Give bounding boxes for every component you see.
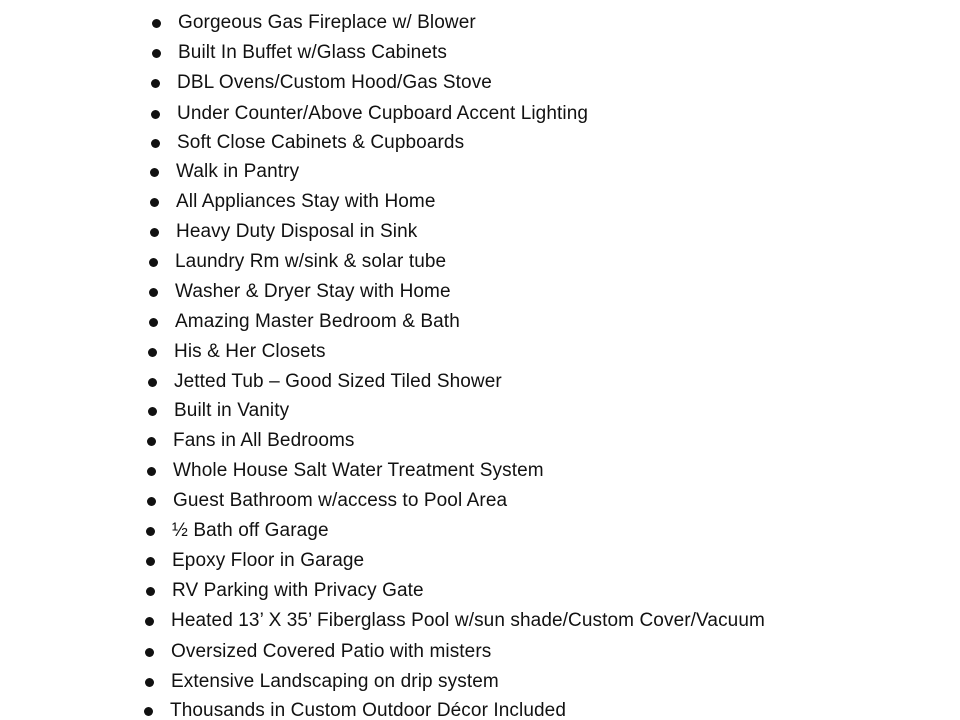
feature-text: Amazing Master Bedroom & Bath [175, 311, 460, 332]
feature-text: Laundry Rm w/sink & solar tube [175, 251, 447, 272]
feature-text: Walk in Pantry [176, 161, 300, 182]
feature-text: All Appliances Stay with Home [176, 191, 436, 212]
feature-text: His & Her Closets [174, 341, 326, 362]
bullet-icon [146, 527, 155, 536]
feature-text: Epoxy Floor in Garage [172, 550, 365, 571]
feature-text: Gorgeous Gas Fireplace w/ Blower [178, 12, 476, 33]
feature-text: Guest Bathroom w/access to Pool Area [173, 490, 508, 511]
bullet-icon [149, 318, 158, 327]
bullet-icon [145, 617, 154, 626]
feature-text: Whole House Salt Water Treatment System [173, 460, 544, 481]
bullet-icon [150, 168, 159, 177]
bullet-icon [146, 557, 155, 566]
bullet-icon [151, 139, 160, 148]
feature-text: Fans in All Bedrooms [173, 430, 355, 451]
feature-text: Jetted Tub – Good Sized Tiled Shower [174, 371, 502, 392]
feature-text: Washer & Dryer Stay with Home [175, 281, 451, 302]
feature-text: Heavy Duty Disposal in Sink [176, 221, 418, 242]
feature-text: Under Counter/Above Cupboard Accent Lighting [177, 103, 589, 124]
bullet-icon [148, 407, 157, 416]
feature-text: Heated 13’ X 35’ Fiberglass Pool w/sun shade/Custom Cover/Vacuum [171, 610, 765, 631]
bullet-icon [147, 467, 156, 476]
bullet-icon [151, 110, 160, 119]
bullet-icon [146, 587, 155, 596]
feature-text: Extensive Landscaping on drip system [171, 671, 499, 692]
bullet-icon [149, 258, 158, 267]
feature-text: ½ Bath off Garage [172, 520, 329, 541]
bullet-icon [152, 49, 161, 58]
bullet-icon [147, 437, 156, 446]
bullet-icon [148, 348, 157, 357]
feature-text: Oversized Covered Patio with misters [171, 641, 492, 662]
bullet-icon [149, 288, 158, 297]
bullet-icon [150, 198, 159, 207]
bullet-icon [144, 707, 153, 716]
bullet-icon [147, 497, 156, 506]
bullet-icon [148, 378, 157, 387]
feature-text: Soft Close Cabinets & Cupboards [177, 132, 465, 153]
feature-text: DBL Ovens/Custom Hood/Gas Stove [177, 72, 492, 93]
feature-text: Built In Buffet w/Glass Cabinets [178, 42, 447, 63]
bullet-icon [152, 19, 161, 28]
bullet-icon [145, 678, 154, 687]
bullet-icon [151, 79, 160, 88]
bullet-icon [150, 228, 159, 237]
feature-text: Thousands in Custom Outdoor Décor Included [170, 700, 567, 720]
bullet-icon [145, 648, 154, 657]
feature-text: RV Parking with Privacy Gate [172, 580, 424, 601]
feature-text: Built in Vanity [174, 400, 290, 421]
